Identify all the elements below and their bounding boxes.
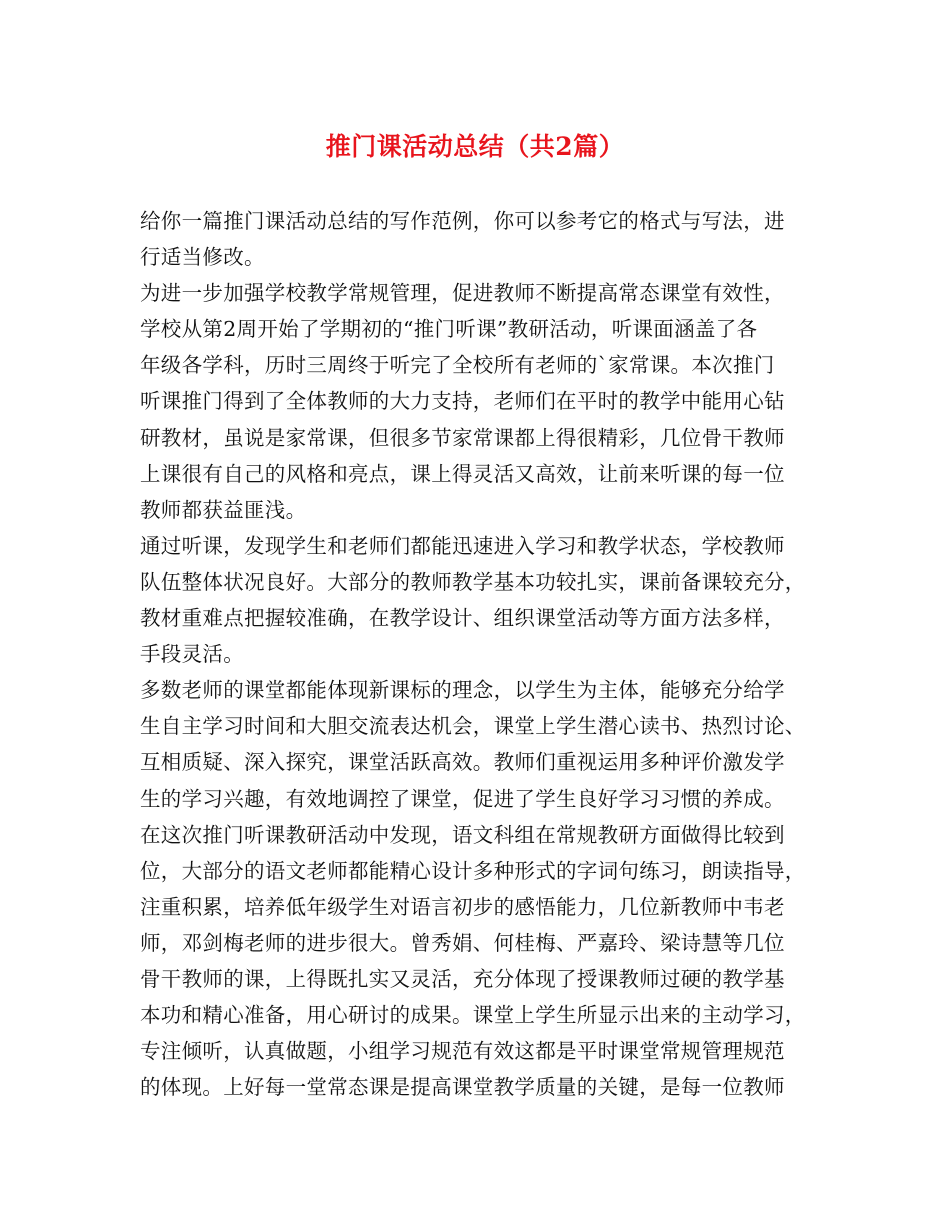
body-text-line: 学校从第2周开始了学期初的“推门听课”教研活动，听课面涵盖了各 [140, 317, 758, 342]
body-text-line: 研教材，虽说是家常课，但很多节家常课都上得很精彩，几位骨干教师 [140, 425, 785, 450]
body-text-line: 在这次推门听课教研活动中发现，语文科组在常规教研方面做得比较到 [140, 822, 785, 847]
body-text-line: 师，邓剑梅老师的进步很大。曾秀娟、何桂梅、严嘉玲、梁诗慧等几位 [140, 930, 785, 955]
body-text-line: 听课推门得到了全体教师的大力支持，老师们在平时的教学中能用心钻 [140, 389, 785, 414]
document-title: 推门课活动总结（共2篇） [325, 132, 625, 161]
body-text-line: 的体现。上好每一堂常态课是提高课堂教学质量的关键，是每一位教师 [140, 1075, 785, 1100]
body-text-line: 多数老师的课堂都能体现新课标的理念，以学生为主体，能够充分给学 [140, 678, 785, 703]
body-text-line: 位，大部分的语文老师都能精心设计多种形式的字词句练习，朗读指导， [140, 858, 806, 883]
body-text-line: 给你一篇推门课活动总结的写作范例，你可以参考它的格式与写法，进 [140, 209, 785, 233]
document-body [140, 203, 840, 1105]
body-text-line: 为进一步加强学校教学常规管理，促进教师不断提高常态课堂有效性， [140, 281, 785, 306]
body-text-line: 上课很有自己的风格和亮点，课上得灵活又高效，让前来听课的每一位 [140, 461, 785, 486]
body-text-line: 手段灵活。 [140, 642, 244, 667]
body-text-line: 年级各学科，历时三周终于听完了全校所有老师的`家常课。本次推门 [140, 353, 775, 378]
body-text-line: 生的学习兴趣，有效地调控了课堂，促进了学生良好学习习惯的养成。 [140, 786, 785, 811]
body-text-line: 互相质疑、深入探究，课堂活跃高效。教师们重视运用多种评价激发学 [140, 750, 785, 775]
body-text-line: 生自主学习时间和大胆交流表达机会，课堂上学生潜心读书、热烈讨论、 [140, 714, 806, 739]
body-text-line: 注重积累，培养低年级学生对语言初步的感悟能力，几位新教师中韦老 [140, 894, 785, 919]
body-text-line: 本功和精心准备，用心研讨的成果。课堂上学生所显示出来的主动学习， [140, 1003, 806, 1028]
body-text-line: 骨干教师的课，上得既扎实又灵活，充分体现了授课教师过硬的教学基 [140, 966, 785, 991]
body-text-line: 教师都获益匪浅。 [140, 497, 307, 522]
body-text-line: 专注倾听，认真做题，小组学习规范有效这都是平时课堂常规管理规范 [140, 1039, 785, 1064]
body-text-line: 行适当修改。 [140, 245, 265, 270]
body-text-line: 队伍整体状况良好。大部分的教师教学基本功较扎实，课前备课较充分， [140, 569, 806, 594]
body-text-line: 教材重难点把握较准确，在教学设计、组织课堂活动等方面方法多样， [140, 606, 785, 631]
body-text-line: 通过听课，发现学生和老师们都能迅速进入学习和教学状态，学校教师 [140, 533, 785, 558]
